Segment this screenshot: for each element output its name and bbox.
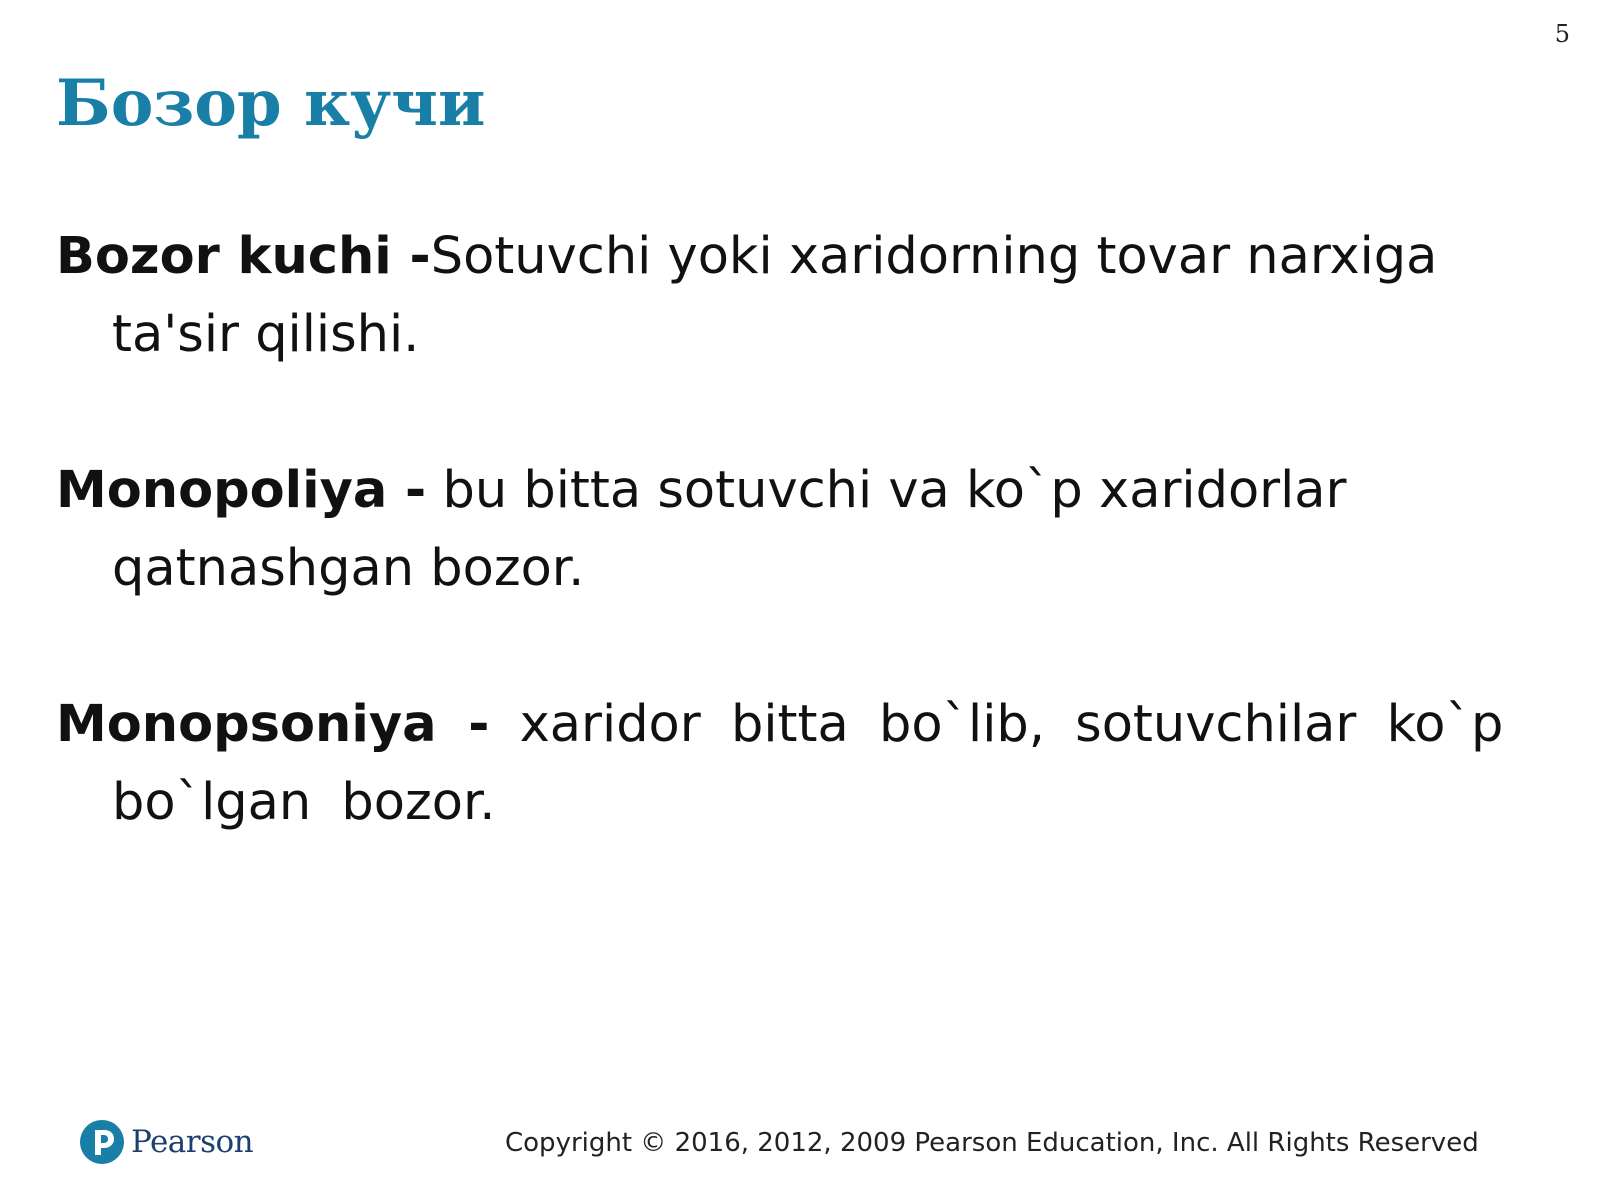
definition-text: bu bitta sotuvchi va ko`p xaridorlar qatnashgan bozor. (112, 461, 1347, 598)
pearson-logo (80, 1118, 253, 1166)
definition-item-monopoliya (56, 452, 1516, 608)
slide-title: Бозор кучи (56, 66, 486, 141)
definition-text: Sotuvchi yoki xaridorning tovar narxiga ta'sir qilishi. (112, 227, 1438, 364)
definition-term: Monopoliya - (56, 461, 427, 520)
copyright-notice: Copyright © 2016, 2012, 2009 Pearson Education, Inc. All Rights Reserved (505, 1128, 1479, 1158)
definition-text: xaridor bitta bo`lib, sotuvchilar ko`p bo`lgan bozor. (112, 695, 1504, 832)
definition-term: Monopsoniya - (56, 695, 490, 754)
definition-item-bozor-kuchi (56, 218, 1516, 374)
definition-term: Bozor kuchi - (56, 227, 431, 286)
pearson-logo-text: Pearson (131, 1124, 254, 1160)
definition-item-monopsoniya (56, 686, 1516, 842)
pearson-logo-icon (80, 1120, 124, 1164)
definition-list (56, 218, 1516, 920)
slide-number: 5 (1554, 20, 1570, 48)
